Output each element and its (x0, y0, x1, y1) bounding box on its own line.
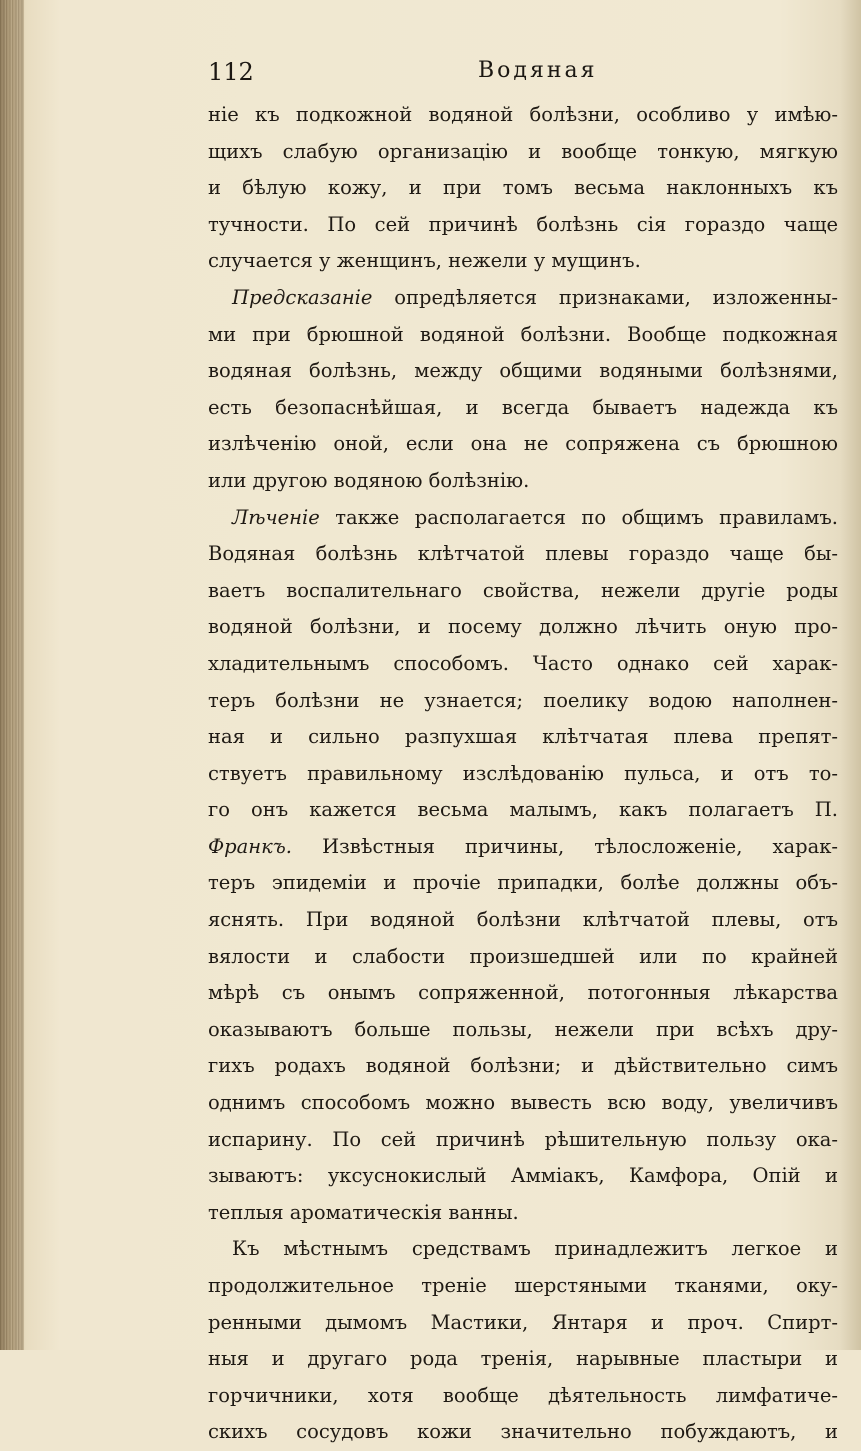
page-header (208, 58, 848, 94)
text-line: ная и сильно разпухшая клѣтчатая плева препят- (208, 725, 838, 749)
text-line: гихъ родахъ водяной болѣзни; и дѣйствительно симъ (208, 1054, 838, 1078)
term-treatment: Лѣченіе (232, 505, 320, 529)
text-line: случается у женщинъ, нежели у мущинъ. (208, 249, 641, 273)
text-line: скихъ сосудовъ кожи значительно побуждаютъ, и (208, 1420, 838, 1444)
page-binding-edge (0, 0, 24, 1350)
paragraph-start-prognosis: Предсказаніе опредѣляется признаками, изложенны- (232, 285, 838, 309)
text-line: есть безопаснѣйшая, и всегда бываетъ надежда къ (208, 395, 838, 419)
text-line: теръ эпидеміи и прочіе припадки, болѣе должны объ- (208, 871, 838, 895)
text-line: оказываютъ больше пользы, нежели при всѣхъ дру- (208, 1017, 838, 1041)
text-line: Водяная болѣзнь клѣтчатой плевы гораздо чаще бы- (208, 542, 838, 566)
text-line: водяная болѣзнь, между общими водяными болѣзнями, (208, 359, 838, 383)
text-line: Франкъ. Извѣстныя причины, тѣлосложеніе, харак- (208, 834, 838, 858)
paragraph-start-treatment: Лѣченіе также располагается по общимъ правиламъ. (232, 505, 838, 529)
text-line: ми при брюшной водяной болѣзни. Вообще подкожная (208, 322, 838, 346)
running-head: Водяная (478, 58, 598, 83)
text-line: ніе къ подкожной водяной болѣзни, особливо у имѣю- (208, 103, 838, 126)
text-line: го онъ кажется весьма малымъ, какъ полагаетъ П. (208, 798, 838, 822)
text-line: теръ болѣзни не узнается; поелику водою наполнен- (208, 688, 838, 712)
text-line: хладительнымъ способомъ. Часто однако сей харак- (208, 651, 838, 675)
text-line: теплыя ароматическія ванны. (208, 1200, 519, 1224)
text-line: излѣченію оной, если она не сопряжена съ брюшною (208, 432, 838, 456)
paragraph-start-local-remedies: Къ мѣстнымъ средствамъ принадлежитъ легкое и (232, 1237, 838, 1261)
text-line: мѣрѣ съ онымъ сопряженной, потогонныя лѣкарства (208, 981, 838, 1005)
text-line: продолжительное треніе шерстяными тканями, оку- (208, 1274, 838, 1297)
author-name: Франкъ. (208, 834, 292, 858)
text-line: и бѣлую кожу, и при томъ весьма наклонныхъ къ (208, 176, 838, 200)
text-line: ствуетъ правильному изслѣдованію пульса, и отъ то- (208, 761, 838, 785)
text-line: или другою водяною болѣзнію. (208, 468, 530, 492)
text-line: ренными дымомъ Мастики, Янтаря и проч. Спирт- (208, 1310, 838, 1334)
text-line: тучности. По сей причинѣ болѣзнь сія гораздо чаще (208, 212, 838, 236)
text-line: испарину. По сей причинѣ рѣшительную пользу ока- (208, 1127, 838, 1151)
term-prognosis: Предсказаніе (232, 285, 373, 309)
text-line: щихъ слабую организацію и вообще тонкую, мягкую (208, 139, 838, 163)
text-line: ныя и другаго рода тренія, нарывные пластыри и (208, 1347, 838, 1371)
text-line: ваетъ воспалительнаго свойства, нежели другіе роды (208, 578, 838, 602)
text-line: вялости и слабости произшедшей или по крайней (208, 944, 838, 968)
text-line: водяной болѣзни, и посему должно лѣчить оную про- (208, 615, 838, 639)
text-line: однимъ способомъ можно вывесть всю воду, увеличивъ (208, 1091, 838, 1115)
body-text (208, 97, 838, 1451)
text-line: яснять. При водяной болѣзни клѣтчатой плевы, отъ (208, 908, 838, 932)
page-number: 112 (208, 58, 254, 86)
text-line: зываютъ: уксуснокислый Амміакъ, Камфора, Опій и (208, 1164, 838, 1188)
text-line: горчичники, хотя вообще дѣятельность лимфатиче- (208, 1383, 838, 1407)
